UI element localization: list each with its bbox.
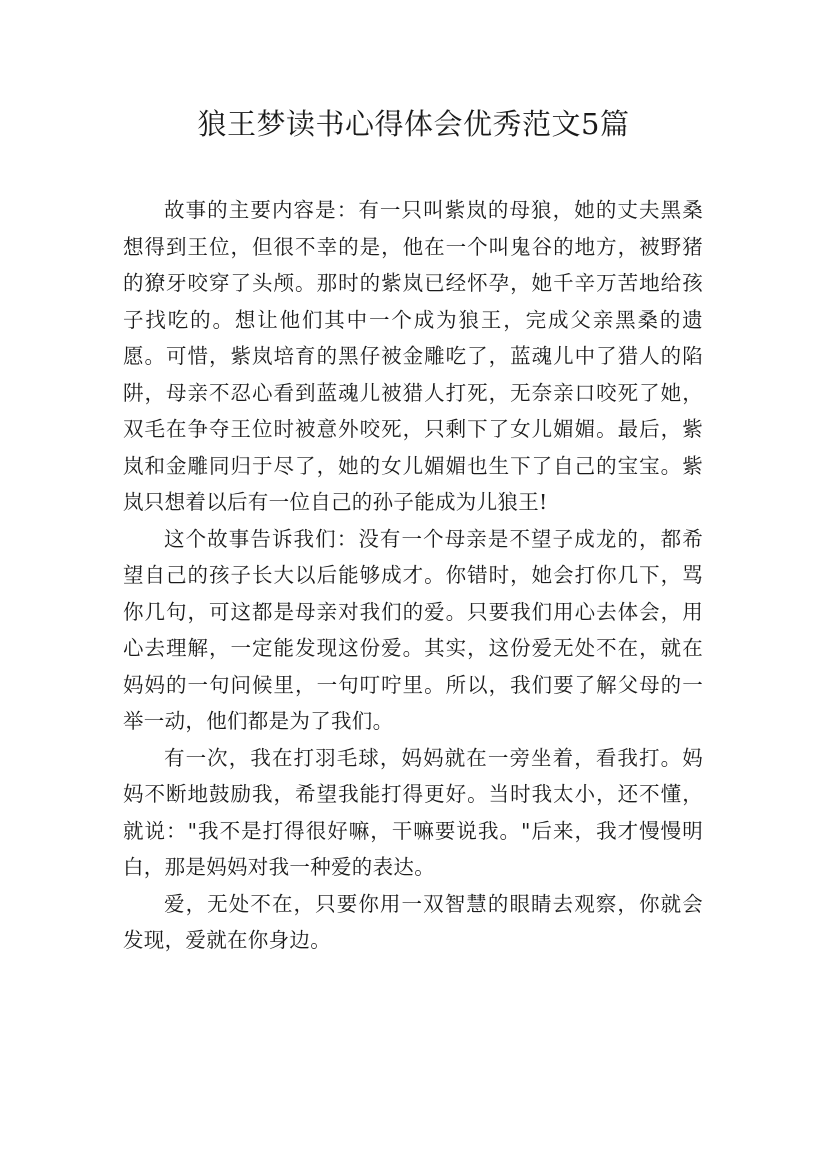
- paragraph: 有一次，我在打羽毛球，妈妈就在一旁坐着，看我打。妈妈不断地鼓励我，希望我能打得更好。当时我太小，还不懂，就说："我不是打得很好嘛，干嘛要说我。"后来，我才慢慢明白，那是妈妈对我一种爱的表达。: [123, 745, 703, 879]
- paragraph: 故事的主要内容是：有一只叫紫岚的母狼，她的丈夫黑桑想得到王位，但很不幸的是，他在一个叫鬼谷的地方，被野猪的獠牙咬穿了头颅。那时的紫岚已经怀孕，她千辛万苦地给孩子找吃的。想让他们其中一个成为狼王，完成父亲黑桑的遗愿。可惜，紫岚培育的黑仔被金雕吃了，蓝魂儿中了猎人的陷阱，母亲不忍心看到蓝魂儿被猎人打死，无奈亲口咬死了她，双毛在争夺王位时被意外咬死，只剩下了女儿媚媚。最后，紫岚和金雕同归于尽了，她的女儿媚媚也生下了自己的宝宝。紫岚只想着以后有一位自己的孙子能成为儿狼王!: [123, 198, 703, 514]
- document-body: [123, 192, 703, 959]
- paragraph: 爱，无处不在，只要你用一双智慧的眼睛去观察，你就会发现，爱就在你身边。: [123, 891, 703, 952]
- document-title: 狼王梦读书心得体会优秀范文5篇: [197, 107, 630, 141]
- paragraph: 这个故事告诉我们：没有一个母亲是不望子成龙的，都希望自己的孩子长大以后能够成才。你错时，她会打你几下，骂你几句，可这都是母亲对我们的爱。只要我们用心去体会，用心去理解，一定能发现这份爱。其实，这份爱无处不在，就在妈妈的一句问候里，一句叮咛里。所以，我们要了解父母的一举一动，他们都是为了我们。: [123, 526, 703, 733]
